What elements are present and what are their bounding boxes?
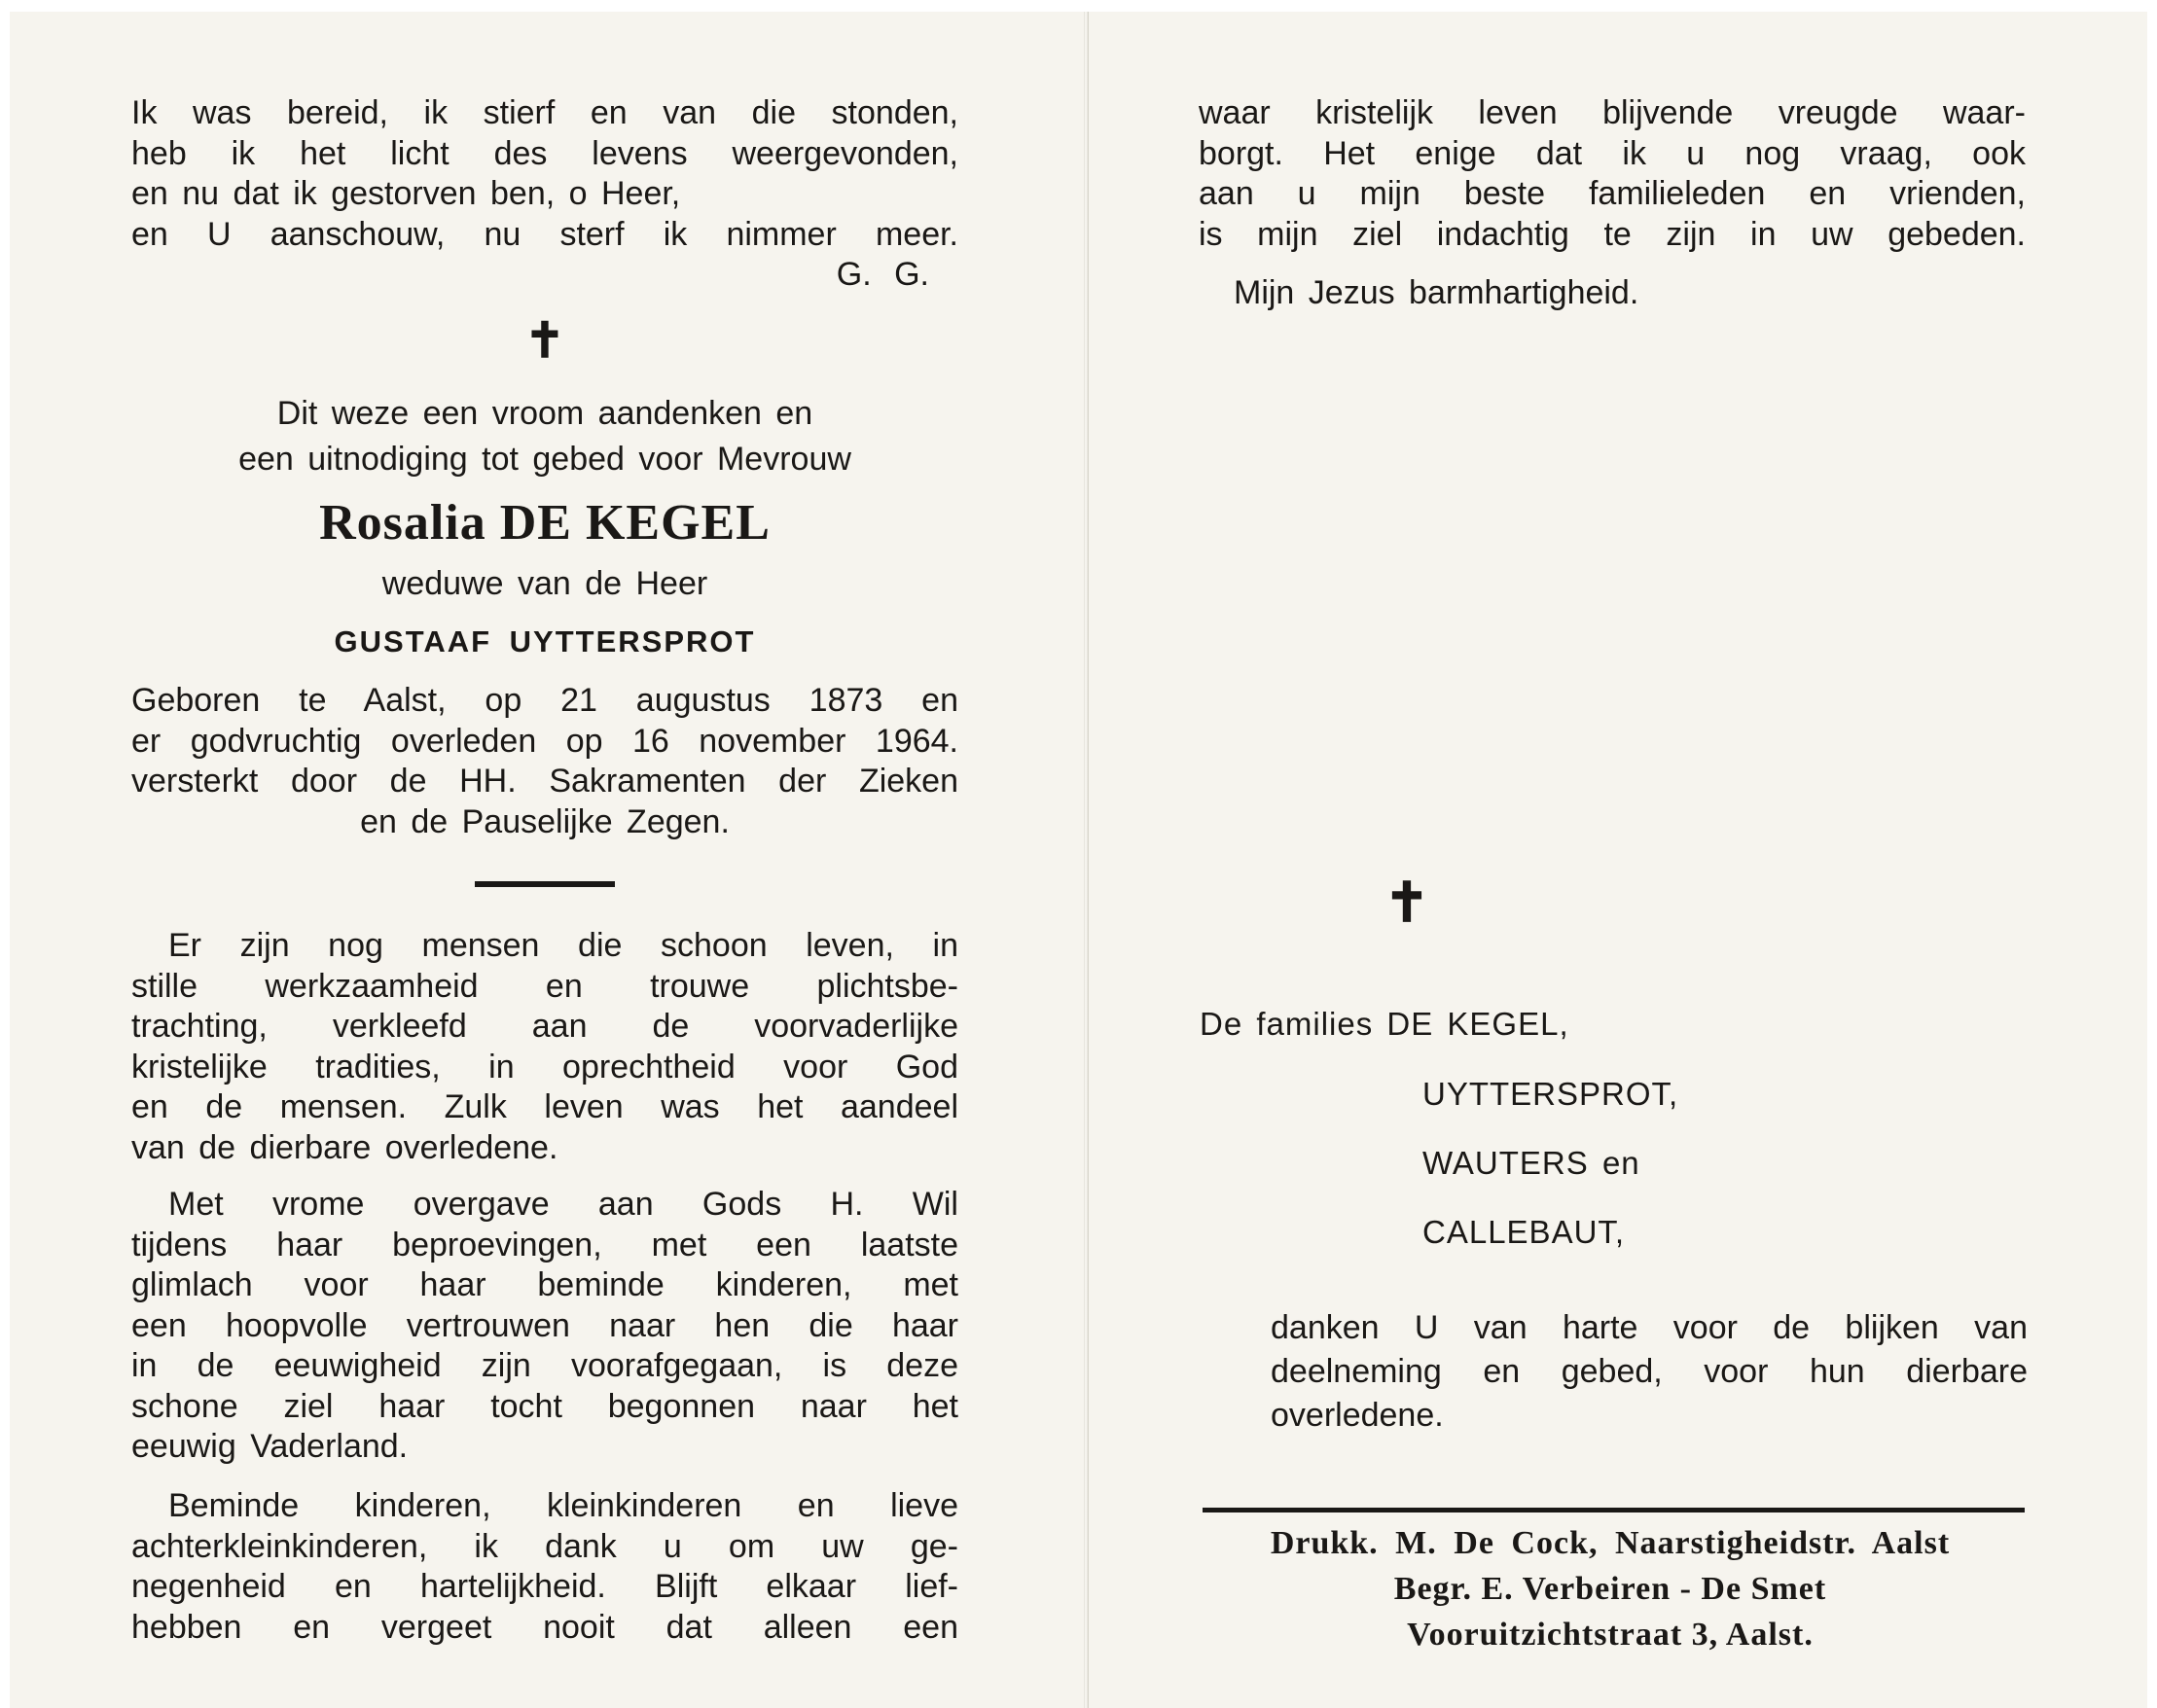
thanks-line: danken U van harte voor de blijken van <box>1271 1309 2028 1346</box>
paragraph-line: kristelijke tradities, in oprechtheid voor God <box>131 1048 958 1085</box>
detail-line: Geboren te Aalst, op 21 augustus 1873 en <box>131 682 958 719</box>
paragraph-line: Met vrome overgave aan Gods H. Wil <box>168 1186 958 1223</box>
printer-line: Drukk. M. De Cock, Naarstigheidstr. Aalst <box>1270 1525 1951 1561</box>
poem-line: heb ik het licht des levens weergevonden, <box>131 134 958 172</box>
paragraph-line: aan u mijn beste familieleden en vrienden, <box>1199 175 2026 212</box>
detail-line: versterkt door de HH. Sakramenten der Zieken <box>131 763 958 800</box>
printer-line: Begr. E. Verbeiren - De Smet <box>1393 1571 1827 1607</box>
paragraph-line: stille werkzaamheid en trouwe plichtsbe- <box>131 967 958 1005</box>
paragraph-line: waar kristelijk leven blijvende vreugde waar- <box>1199 94 2026 131</box>
printer-line: Vooruitzichtstraat 3, Aalst. <box>1407 1617 1814 1653</box>
closing-prayer <box>1234 273 1817 314</box>
paragraph-line: hebben en vergeet nooit dat alleen een <box>131 1608 958 1646</box>
paragraph-line: en de mensen. Zulk leven was het aandeel <box>131 1088 958 1125</box>
printer-credit <box>1197 1520 2024 1657</box>
continued-paragraph <box>1199 93 2026 255</box>
intro-line: Dit weze een vroom aandenken en <box>276 395 813 432</box>
card-fold-line <box>1084 12 1088 1708</box>
poem-line: en nu dat ik gestorven ben, o Heer, <box>131 175 681 212</box>
memorial-poem <box>131 93 958 296</box>
poem-signature: G. G. <box>836 256 929 293</box>
paragraph-line: een hoopvolle vertrouwen naar hen die haar <box>131 1306 958 1344</box>
tribute-paragraph-1 <box>131 926 958 1168</box>
paragraph-line: eeuwig Vaderland. <box>131 1428 409 1465</box>
widow-of-line: weduwe van de Heer <box>381 565 708 602</box>
paragraph-line: in de eeuwigheid zijn voorafgegaan, is deze <box>131 1347 958 1384</box>
memorial-intro <box>117 391 973 482</box>
paragraph-line: van de dierbare overledene. <box>131 1128 558 1166</box>
deceased-name: Rosalia DE KEGEL <box>319 495 771 551</box>
paragraph-line: schone ziel haar tocht begonnen naar het <box>131 1387 958 1425</box>
birth-death-details <box>131 681 958 842</box>
paragraph-line: glimlach voor haar beminde kinderen, met <box>131 1266 958 1303</box>
right-card-panel <box>1088 12 2147 1708</box>
paragraph-line: is mijn ziel indachtig te zijn in uw gebeden. <box>1199 215 2026 253</box>
family-name: UYTTERSPROT, <box>1422 1076 1679 1112</box>
families-label: De families DE KEGEL, <box>1200 1006 1569 1042</box>
paragraph-line: Er zijn nog mensen die schoon leven, in <box>168 927 958 964</box>
prayer-line: Mijn Jezus barmhartigheid. <box>1234 274 1639 311</box>
paragraph-line: Beminde kinderen, kleinkinderen en lieve <box>168 1487 958 1524</box>
paragraph-line: tijdens haar beproevingen, met een laatste <box>131 1226 958 1263</box>
intro-line: een uitnodiging tot gebed voor Mevrouw <box>238 441 851 478</box>
poem-line: en U aanschouw, nu sterf ik nimmer meer. <box>131 215 958 253</box>
divider-rule <box>1203 1508 2025 1512</box>
family-name: WAUTERS en <box>1422 1145 1640 1181</box>
tribute-paragraph-3 <box>131 1486 958 1648</box>
cross-icon: ✝ <box>1384 871 1430 935</box>
detail-line: en de Pauselijke Zegen. <box>360 802 730 840</box>
thanks-line: overledene. <box>1271 1397 1444 1434</box>
poem-line: Ik was bereid, ik stierf en van die stonden, <box>131 94 958 131</box>
family-name: CALLEBAUT, <box>1422 1214 1626 1250</box>
husband-name: GUSTAAF UYTTERSPROT <box>334 624 756 658</box>
thanks-line: deelneming en gebed, voor hun dierbare <box>1271 1353 2028 1390</box>
detail-line: er godvruchtig overleden op 16 november 1964. <box>131 722 958 760</box>
tribute-paragraph-2 <box>131 1185 958 1468</box>
paragraph-line: achterkleinkinderen, ik dank u om uw ge- <box>131 1527 958 1565</box>
paragraph-line: trachting, verkleefd aan de voorvaderlijke <box>131 1008 958 1045</box>
paragraph-line: negenheid en hartelijkheid. Blijft elkaar lief- <box>131 1568 958 1605</box>
divider-rule <box>475 881 615 887</box>
paragraph-line: borgt. Het enige dat ik u nog vraag, ook <box>1199 134 2026 172</box>
thanks-paragraph <box>1271 1306 2028 1438</box>
cross-icon: ✝ <box>524 311 565 369</box>
